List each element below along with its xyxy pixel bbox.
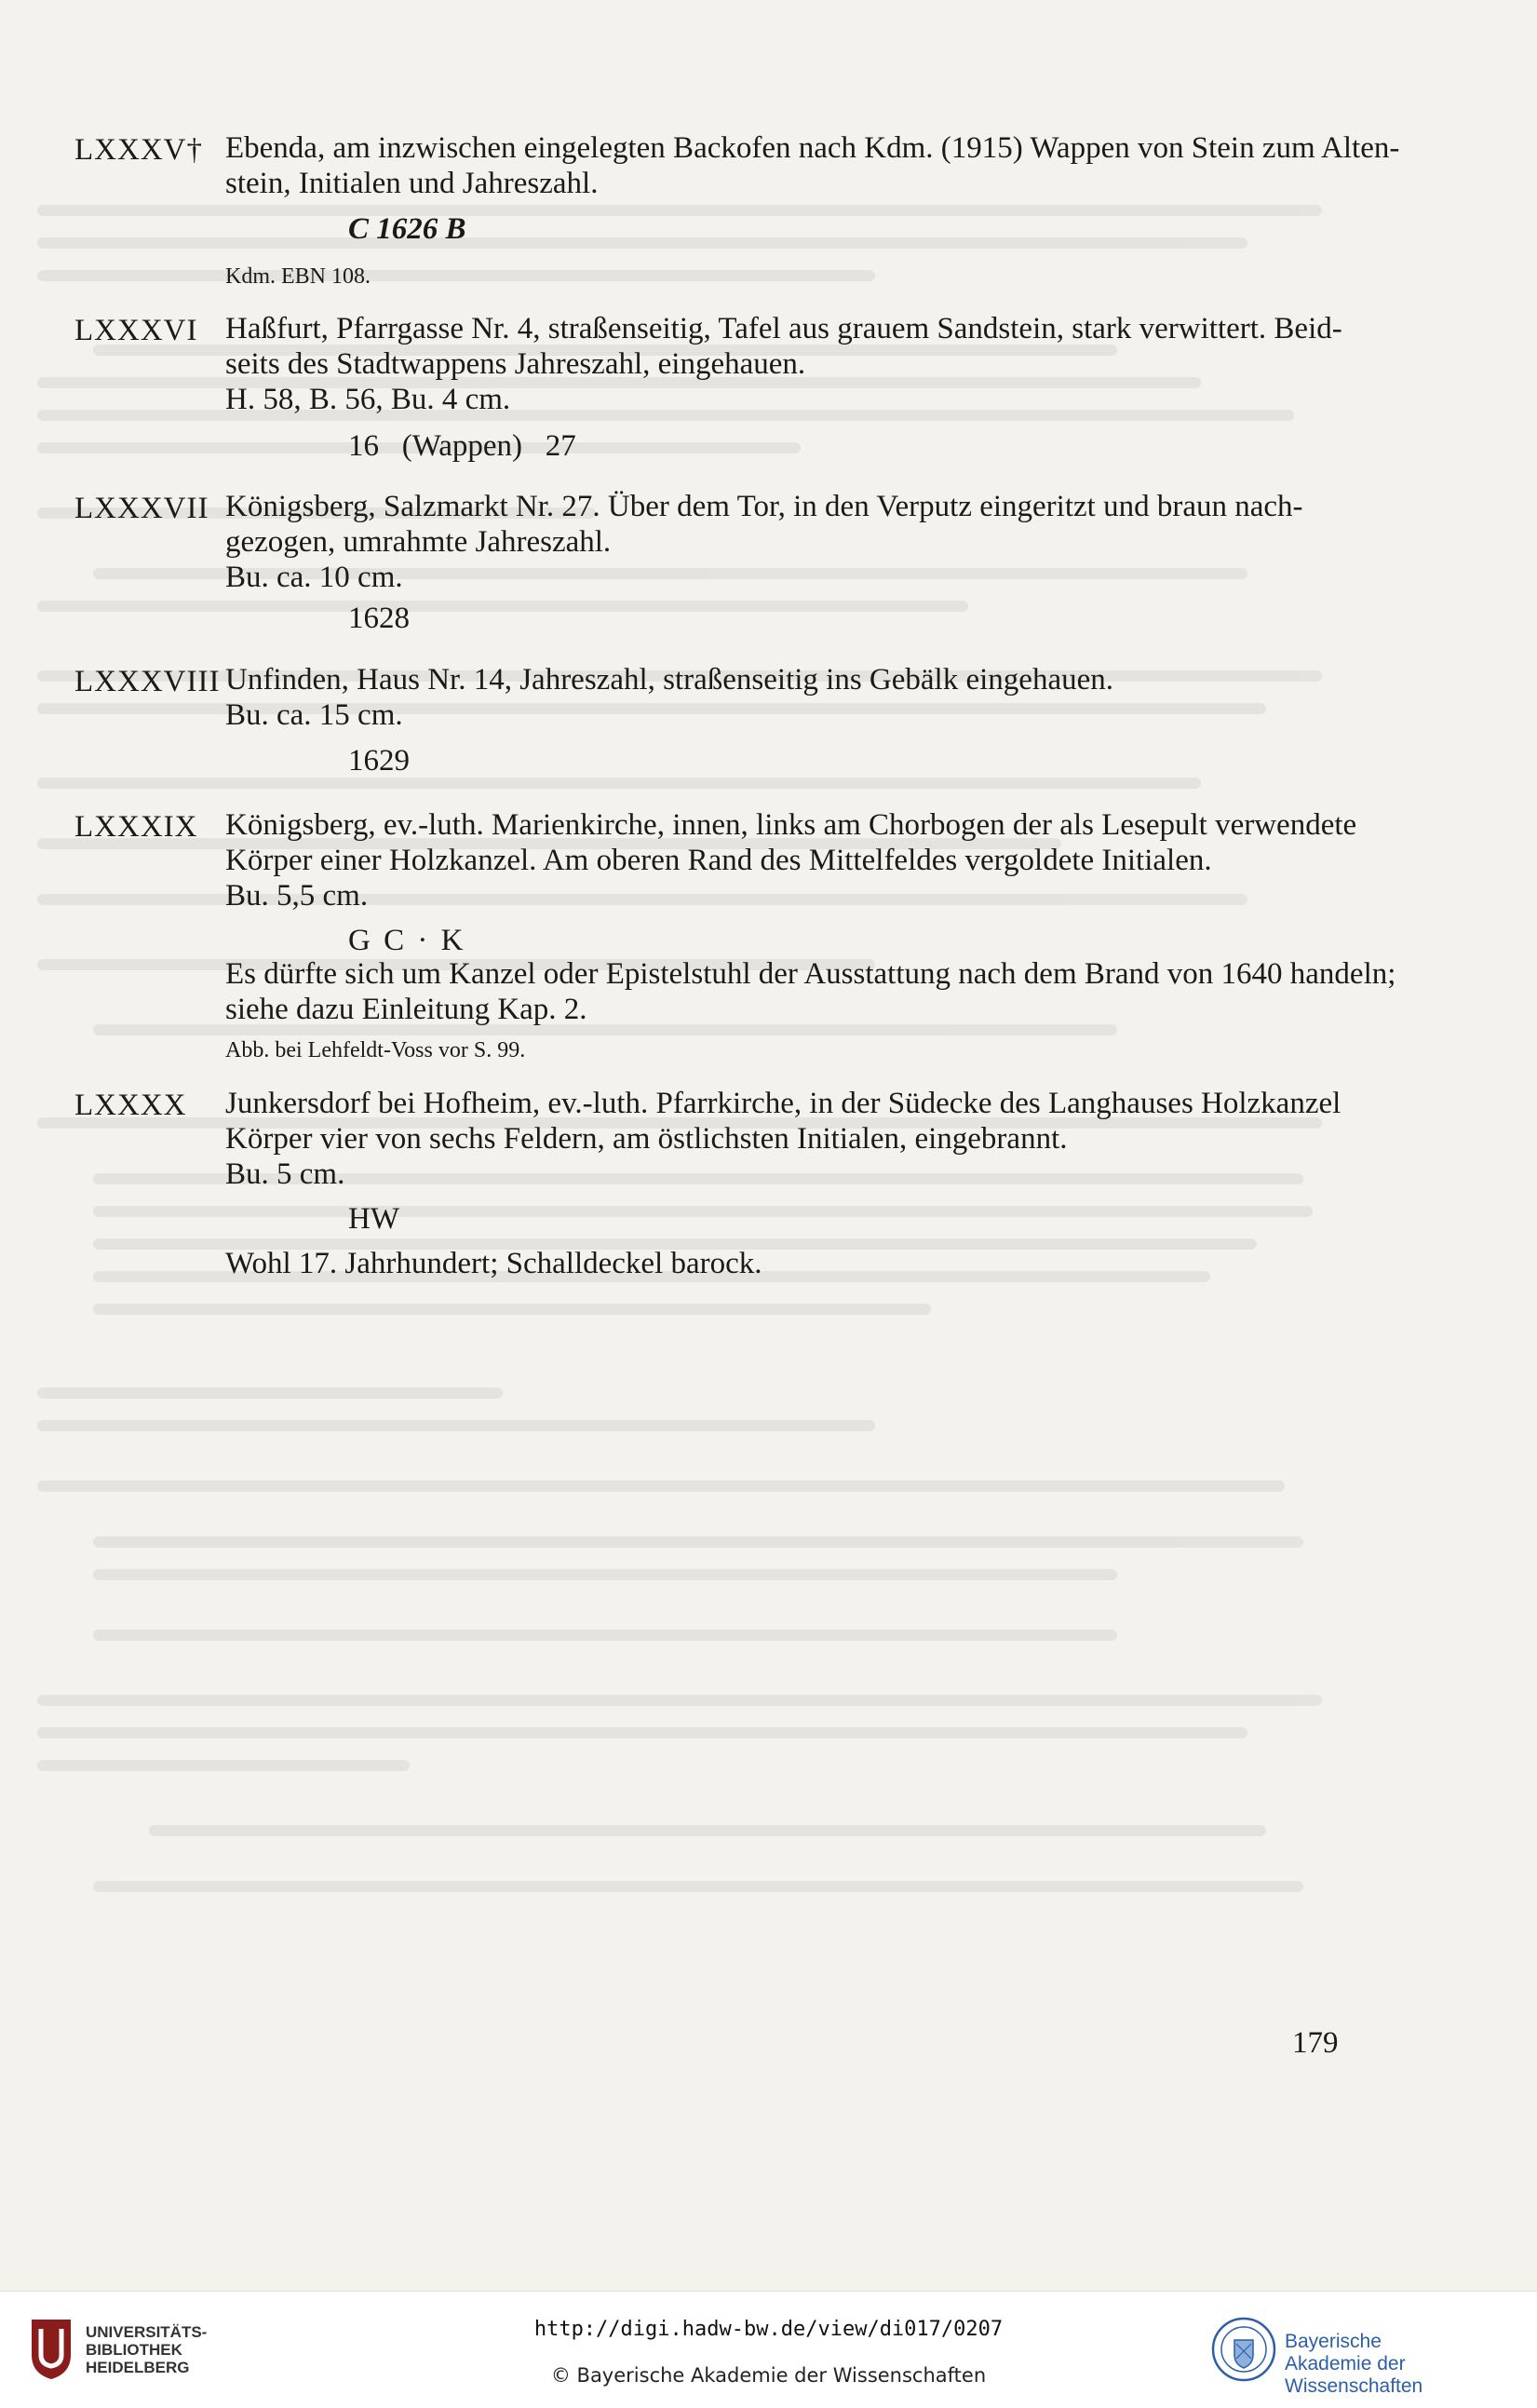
page-number: 179 xyxy=(1292,2026,1339,2060)
academy-seal-icon xyxy=(1210,2312,1277,2388)
measurements: Bu. ca. 15 cm. xyxy=(225,698,403,732)
entry-text-line: Haßfurt, Pfarrgasse Nr. 4, straßenseitig, Tafel aus grauem Sandstein, stark verwittert. Beid- xyxy=(225,312,1342,345)
entry-number: LXXXX xyxy=(74,1089,187,1122)
entry-text-line: Ebenda, am inzwischen eingelegten Backofen nach Kdm. (1915) Wappen von Stein zum Alten- xyxy=(225,131,1400,165)
entry-text-line: stein, Initialen und Jahreszahl. xyxy=(225,167,599,200)
inscription: 16 (Wappen) 27 xyxy=(348,429,576,463)
entry-text-line: Körper einer Holzkanzel. Am oberen Rand des Mittelfeldes vergoldete Initialen. xyxy=(225,844,1212,877)
measurements: Bu. ca. 10 cm. xyxy=(225,561,403,594)
entry-number: LXXXV† xyxy=(74,133,203,167)
source-url-link[interactable]: http://digi.hadw-bw.de/view/di017/0207 xyxy=(533,2318,1004,2341)
entry-text-line: seits des Stadtwappens Jahreszahl, eingehauen. xyxy=(225,347,806,381)
entry-number: LXXXVI xyxy=(74,314,198,347)
entry-text-line: Königsberg, ev.-luth. Marienkirche, innen, links am Chorbogen der als Lesepult verwendete xyxy=(225,808,1357,842)
academy-label: Bayerische Akademie der Wissenschaften xyxy=(1285,2331,1423,2397)
entry-text-line: Unfinden, Haus Nr. 14, Jahreszahl, straßenseitig ins Gebälk eingehauen. xyxy=(225,663,1113,697)
university-library-logo-icon xyxy=(28,2318,74,2381)
entry-number: LXXXIX xyxy=(74,810,198,844)
commentary-line: siehe dazu Einleitung Kap. 2. xyxy=(225,993,587,1026)
measurements: Bu. 5 cm. xyxy=(225,1157,345,1191)
reference: Abb. bei Lehfeldt-Voss vor S. 99. xyxy=(225,1038,526,1062)
measurements: H. 58, B. 56, Bu. 4 cm. xyxy=(225,383,511,416)
reference: Kdm. EBN 108. xyxy=(225,264,371,289)
inscription: 1628 xyxy=(348,602,410,635)
commentary-line: Es dürfte sich um Kanzel oder Epistelstuhl der Ausstattung nach dem Brand von 1640 handeln; xyxy=(225,957,1396,991)
entry-text-line: Königsberg, Salzmarkt Nr. 27. Über dem Tor, in den Verputz eingeritzt und braun nach- xyxy=(225,490,1303,523)
university-library-label: UNIVERSITÄTS- BIBLIOTHEK HEIDELBERG xyxy=(86,2323,208,2376)
inscription: HW xyxy=(348,1202,399,1236)
inscription: C 1626 B xyxy=(348,212,466,246)
commentary-line: Wohl 17. Jahrhundert; Schalldeckel barock. xyxy=(225,1247,762,1280)
measurements: Bu. 5,5 cm. xyxy=(225,879,369,913)
entry-number: LXXXVIII xyxy=(74,665,221,698)
inscription: G C · K xyxy=(348,924,466,957)
entry-number: LXXXVII xyxy=(74,492,209,525)
entry-text-line: Körper vier von sechs Feldern, am östlichsten Initialen, eingebrannt. xyxy=(225,1122,1068,1156)
entry-text-line: gezogen, umrahmte Jahreszahl. xyxy=(225,525,612,559)
inscription: 1629 xyxy=(348,744,410,778)
footer-bar xyxy=(0,2291,1537,2408)
entry-text-line: Junkersdorf bei Hofheim, ev.-luth. Pfarrkirche, in der Südecke des Langhauses Holzkanzel xyxy=(225,1087,1342,1120)
copyright-notice: © Bayerische Akademie der Wissenschaften xyxy=(550,2364,987,2387)
